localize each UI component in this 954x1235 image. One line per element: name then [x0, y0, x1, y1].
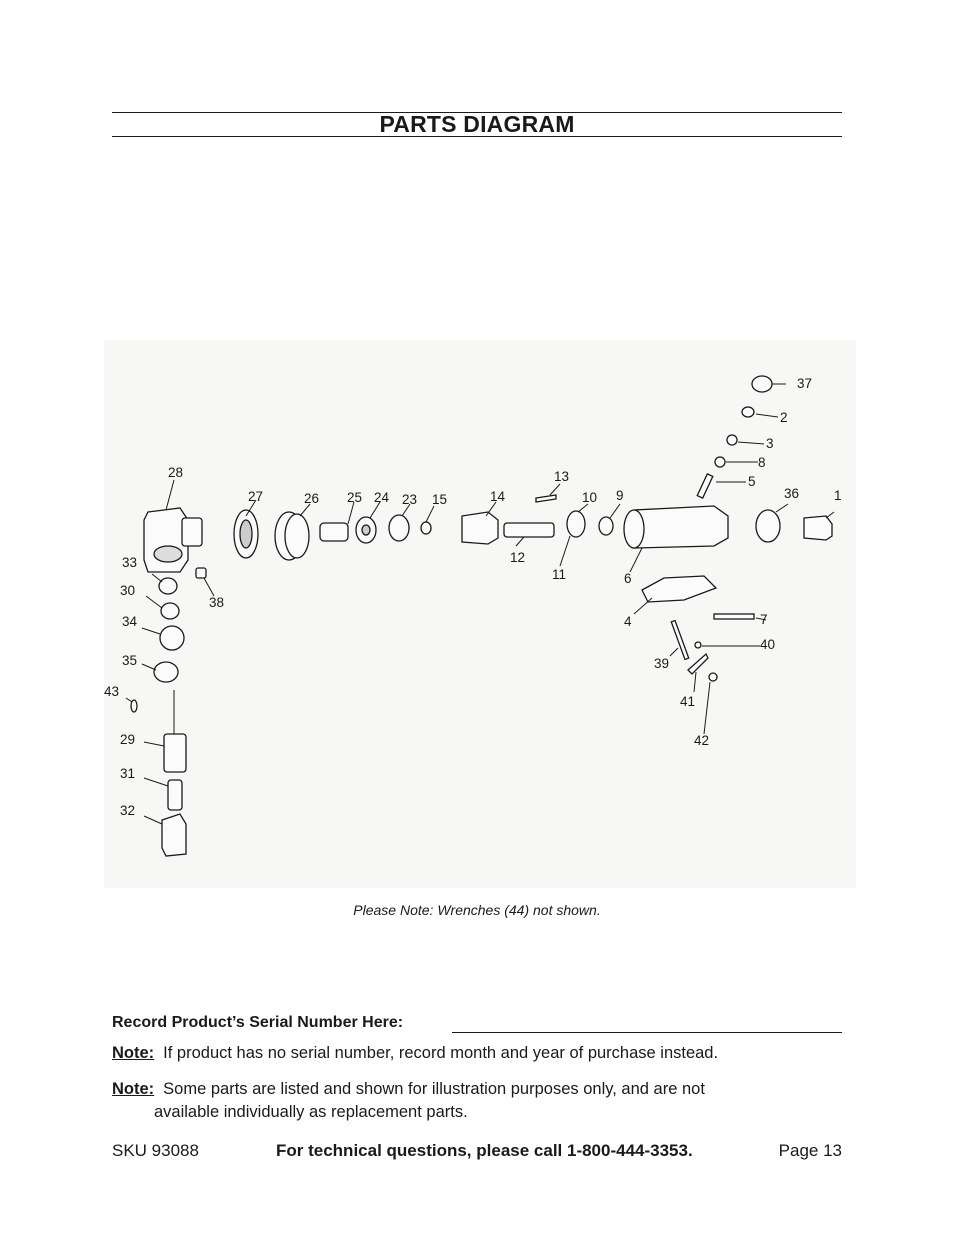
part-33-bearing: [159, 578, 177, 594]
note-1: [112, 1042, 842, 1065]
part-label-4: 4: [624, 614, 632, 629]
part-35-lock-ring: [154, 662, 178, 682]
part-label-38: 38: [209, 595, 225, 610]
part-label-24: 24: [374, 490, 390, 505]
part-10-end-plate: [567, 511, 585, 537]
part-30-retainer: [161, 603, 179, 619]
part-9-bearing: [599, 517, 613, 535]
part-label-43: 43: [104, 684, 120, 699]
footer-tech-support: For technical questions, please call 1-800-444-3353.: [276, 1141, 693, 1160]
part-label-27: 27: [248, 489, 264, 504]
part-25-gear: [320, 523, 348, 541]
part-label-1: 1: [834, 488, 842, 503]
part-label-26: 26: [304, 491, 320, 506]
part-label-7: 7: [760, 612, 768, 627]
part-28-neck: [182, 518, 202, 546]
part-label-15: 15: [432, 492, 448, 507]
part-32-collet-nut: [162, 814, 186, 856]
part-label-40: 40: [760, 637, 776, 652]
note-2-text-line1: Some parts are listed and shown for illustration purposes only, and are not: [163, 1080, 705, 1098]
part-40-ball: [695, 642, 701, 648]
part-label-2: 2: [780, 410, 788, 425]
part-38-fitting: [196, 568, 206, 578]
part-2-oring: [742, 407, 754, 417]
part-31-collet: [168, 780, 182, 810]
part-label-32: 32: [120, 803, 136, 818]
part-label-13: 13: [554, 469, 570, 484]
part-8-spring: [715, 457, 725, 467]
part-label-8: 8: [758, 455, 766, 470]
note-1-label: Note:: [112, 1044, 155, 1062]
part-label-10: 10: [582, 490, 598, 505]
part-34-bearing: [160, 626, 184, 650]
part-12-rotor: [504, 523, 554, 537]
exploded-view-drawing: [104, 340, 856, 888]
part-29-spindle: [164, 734, 186, 772]
part-14-cylinder: [462, 512, 498, 544]
part-15-nut: [421, 522, 431, 534]
part-label-41: 41: [680, 694, 696, 709]
part-label-34: 34: [122, 614, 138, 629]
footer-page-number: Page 13: [778, 1141, 842, 1160]
diagram-caption: Please Note: Wrenches (44) not shown.: [353, 902, 601, 918]
part-23-ring: [389, 515, 409, 541]
part-label-11: 11: [552, 567, 567, 582]
note-2: [112, 1078, 842, 1124]
note-2-text-line2: available individually as replacement parts.: [154, 1103, 468, 1121]
part-label-12: 12: [510, 550, 526, 565]
footer-sku: SKU 93088: [112, 1141, 199, 1160]
part-label-23: 23: [402, 492, 418, 507]
part-label-5: 5: [748, 474, 756, 489]
part-5-valve-stem: [697, 474, 713, 498]
part-label-28: 28: [168, 465, 184, 480]
parts-diagram: [104, 340, 856, 888]
title-rule-bottom: [112, 136, 842, 137]
part-label-42: 42: [694, 733, 710, 748]
part-label-33: 33: [122, 555, 138, 570]
serial-number-line: [452, 1032, 842, 1033]
part-label-14: 14: [490, 489, 506, 504]
part-label-25: 25: [347, 490, 363, 505]
part-label-31: 31: [120, 766, 136, 781]
part-4-throttle-lever: [642, 576, 716, 602]
part-41-lock: [688, 654, 708, 674]
part-39-pin: [671, 621, 688, 660]
part-1-air-inlet: [804, 516, 832, 540]
part-7-pin: [714, 614, 754, 619]
page-title: PARTS DIAGRAM: [379, 111, 575, 137]
part-label-36: 36: [784, 486, 800, 501]
serial-number-label: Record Product’s Serial Number Here:: [112, 1014, 404, 1031]
part-36-bushing: [756, 510, 780, 542]
part-label-3: 3: [766, 436, 774, 451]
part-label-35: 35: [122, 653, 138, 668]
part-13-blade: [536, 495, 556, 502]
part-42-screw: [709, 673, 717, 681]
part-label-9: 9: [616, 488, 624, 503]
part-label-30: 30: [120, 583, 136, 598]
part-6-motor-housing: [634, 506, 728, 548]
part-label-6: 6: [624, 571, 632, 586]
part-label-37: 37: [797, 376, 813, 391]
note-2-label: Note:: [112, 1080, 155, 1098]
part-3-valve: [727, 435, 737, 445]
part-label-39: 39: [654, 656, 670, 671]
note-1-text: If product has no serial number, record month and year of purchase instead.: [163, 1044, 719, 1062]
part-label-29: 29: [120, 732, 136, 747]
part-37-cap: [752, 376, 772, 392]
